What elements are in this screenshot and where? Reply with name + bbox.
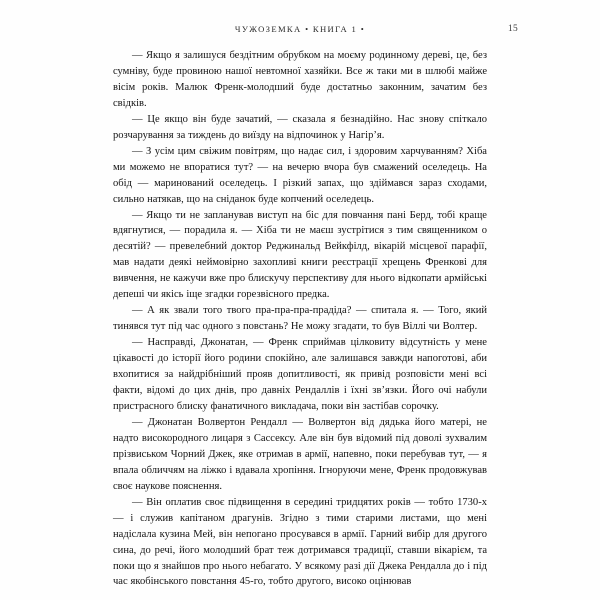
page-number: 15: [508, 24, 518, 34]
paragraph: — З усім цим свіжим повітрям, що надає сил, і здоровим харчуванням? Хіба ми можемо не впоратися тут? — на вечерю вчора був смажений оселедець. На обід — маринований оселедець. І різкий запах, що здіймався зараз сходами, сильно натякав, що на сніданок буде копчений оселедець.: [113, 145, 487, 205]
paragraph: — Насправді, Джонатан, — Френк сприймав цілковиту відсутність у мене цікавості до історії його родини спокійно, але залишався завжди напоготові, аби вхопитися за найдрібніший прояв допитливості, як привід розповісти мені всі факти, відомі до цих днів, про давніх Рендаллів і їхні зв’язки. Його очі набули пристрасного блиску фанатичного викладача, поки він застібав сорочку.: [113, 337, 487, 412]
paragraph: — А як звали того твого пра-пра-пра-прадіда? — спитала я. — Того, який тинявся тут під час одного з повстань? Не можу згадати, то був Віллі чи Волтер.: [113, 305, 487, 333]
running-head: [113, 22, 487, 36]
running-head-title: ЧУЖОЗЕМКА • КНИГА 1 •: [234, 24, 366, 34]
paragraph: — Джонатан Волвертон Рендалл — Волвертон від дядька його матері, не надто високородного лицаря з Сассексу. Але він був відомий під доволі зухвалим прізвиськом Чорний Джек, яке отримав в армії, напевно, поки перебував тут, — я впала обличчям на ліжко і вдавала хропіння. Ігноруючи мене, Френк продовжував своє наукове пояснення.: [113, 416, 487, 492]
paragraph: — Якщо я залишуся бездітним обрубком на моєму родинному дереві, це, без сумніву, буде провиною нашої невтомної хазяйки. Все ж таки ми в шлюбі майже вісім років. Малюк Френк-молодший буде достатньо законним, зачатим без свідків.: [113, 50, 487, 109]
paragraph: — Це якщо він буде зачатий, — сказала я безнадійно. Нас знову спіткало розчарування за тиждень до виїзду на відпочинок у Нагір’я.: [113, 113, 487, 141]
body-text: [113, 48, 487, 590]
paragraph: — Він оплатив своє підвищення в середині тридцятих років — тобто 1730-х — і служив капітаном драгунів. Згідно з тими старими листами, що мені надіслала кузина Мей, він непогано просувався в армії. Гарний вибір для другого сина, до речі, його молодший брат теж дотримався традиції, ставши вікарієм, та поки що я знайшов про нього небагато. У всякому разі дії Джека Рендалла до і під час якобінського повстання 45-го, тобто другого, високо оцінював: [113, 496, 487, 588]
paragraph: — Якщо ти не запланував виступ на біс для повчання пані Берд, тобі краще вдягнутися, — порадила я. — Хіба ти не маєш зустрітися з тим священником о десятій? — превелебний доктор Реджинальд Вейкфілд, вікарій місцевої парафії, мав надати деякі неймовірно захопливі книги реєстрації хрещень Френкові для вивчення, не кажучи вже про блискучу перспективу для нього відкопати армійські депеші чи якісь іще згадки горезвісного предка.: [113, 209, 487, 301]
